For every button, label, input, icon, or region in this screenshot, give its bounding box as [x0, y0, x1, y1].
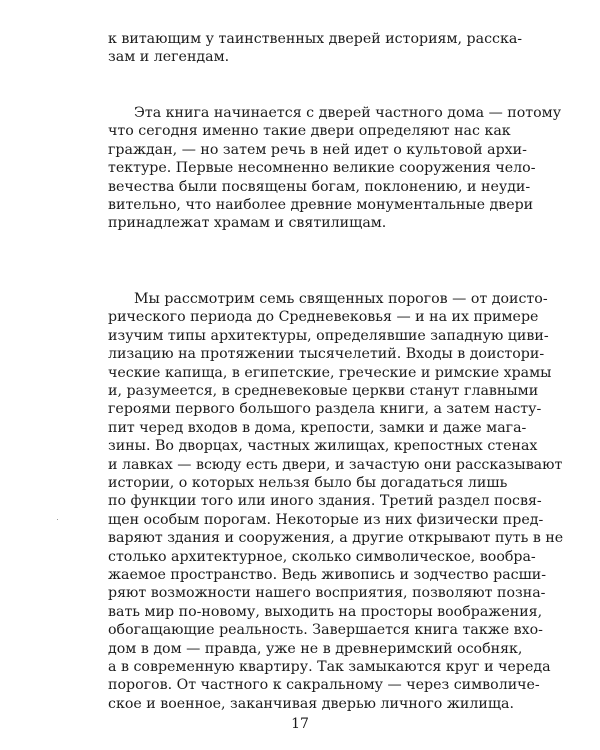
- text-line: по функции того или иного здания. Третий раздел посвя-: [108, 493, 542, 510]
- text-line: и лавках — всюду есть двери, и зачастую они рассказывают: [108, 456, 563, 473]
- text-line: истории, о которых нельзя было бы догадаться лишь: [108, 475, 508, 491]
- text-line: вительно, что наиболее древние монументальные двери: [108, 197, 534, 213]
- text-line: зам и легендам.: [108, 49, 230, 66]
- text-line: вечества были посвящены богам, поклонению, и неуди-: [108, 178, 531, 195]
- text-line: лизацию на протяжении тысячелетий. Входы в доистори-: [108, 346, 545, 363]
- text-line: изучим типы архитектуры, определявшие западную циви-: [108, 327, 549, 344]
- text-line: героями первого большого раздела книги, а затем насту-: [108, 401, 542, 418]
- text-line: граждан, — но затем речь в ней идет о культовой архи-: [108, 141, 527, 158]
- text-line: а в современную квартиру. Так замыкаются круг и череда: [108, 659, 551, 675]
- text-line: варяют здания и сооружения, а другие открывают путь в не: [108, 530, 564, 547]
- page-speck: [57, 519, 58, 520]
- text-line: ское и военное, заканчивая дверью личного жилища.: [108, 695, 514, 712]
- paragraph-first-line: Эта книга начинается с дверей частного дома — потому: [134, 105, 562, 121]
- text-line: что сегодня именно такие двери определяют нас как: [108, 123, 511, 140]
- text-line: столько архитектурное, сколько символическое, вообра-: [108, 548, 536, 565]
- text-line: ряют возможности нашего восприятия, позволяют позна-: [108, 585, 546, 602]
- text-line: тектуре. Первые несомненно великие сооружения чело-: [108, 160, 536, 177]
- text-line: жаемое пространство. Ведь живопись и зодчество расши-: [108, 567, 547, 583]
- text-line: рического периода до Средневековья — и на их примере: [108, 309, 539, 326]
- text-line: принадлежат храмам и святилищам.: [108, 215, 387, 232]
- text-line: и, разумеется, в средневековые церкви станут главными: [108, 383, 539, 399]
- text-line: ческие капища, в египетские, греческие и римские храмы: [108, 364, 552, 381]
- text-line: пит черед входов в дома, крепости, замки и даже мага-: [108, 419, 527, 436]
- text-line: вать мир по-новому, выходить на просторы воображения,: [108, 603, 543, 620]
- text-line: обогащающие реальность. Завершается книга также вхо-: [108, 622, 543, 639]
- page-number: 17: [291, 716, 309, 732]
- text-line: дом в дом — правда, уже не в древнеримский особняк,: [108, 640, 523, 657]
- text-line: щен особым порогам. Некоторые из них физически пред-: [108, 511, 544, 528]
- text-line: порогов. От частного к сакральному — через символиче-: [108, 677, 540, 694]
- text-line: зины. Во дворцах, частных жилищах, крепостных стенах: [108, 438, 538, 455]
- paragraph-first-line: Мы рассмотрим семь священных порогов — от доисто-: [134, 291, 548, 307]
- text-line: к витающим у таинственных дверей историям, расска-: [108, 31, 523, 47]
